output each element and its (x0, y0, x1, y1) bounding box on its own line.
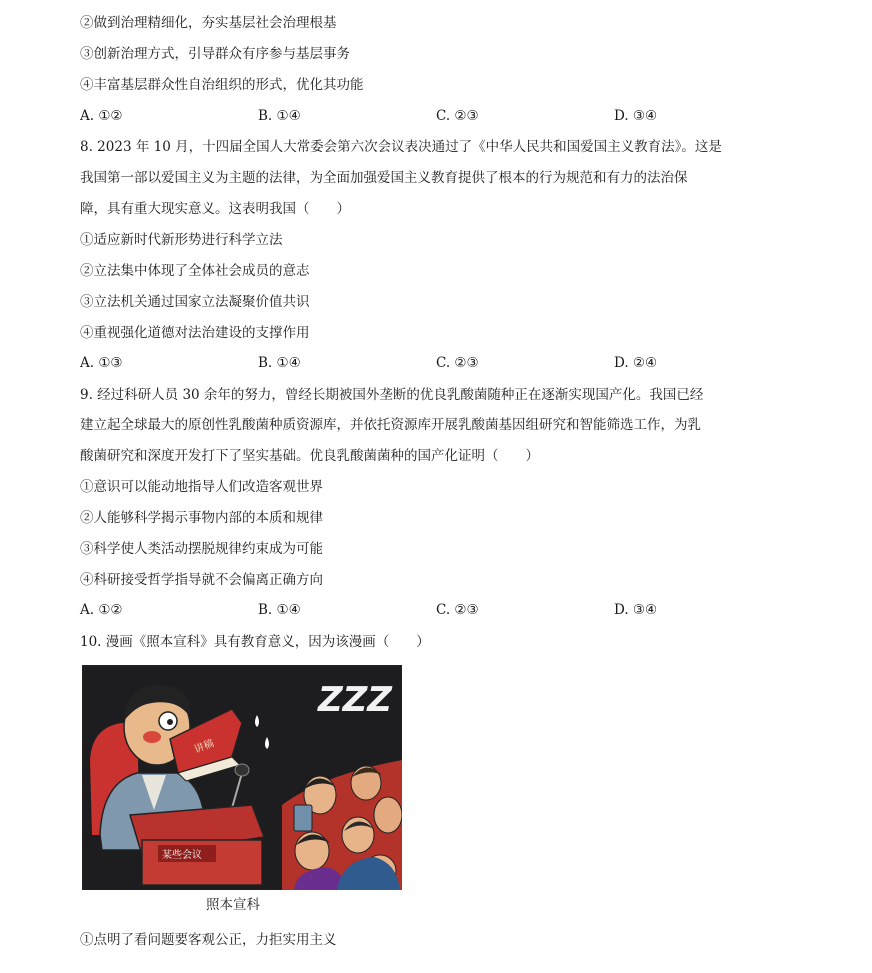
q7-option-b: B. ①④ (258, 108, 301, 124)
q8-option-b: B. ①④ (258, 355, 301, 371)
podium-sign-text: 某些会议 (162, 850, 202, 861)
q9-option-d: D. ③④ (614, 602, 658, 618)
q8-item-2: ②立法集中体现了全体社会成员的意志 (80, 263, 310, 279)
q8-options (80, 354, 720, 372)
q7-option-a: A. ①② (80, 108, 123, 124)
audience-head (374, 797, 402, 833)
q8-option-a: A. ①③ (80, 355, 123, 371)
q9-option-b: B. ①④ (258, 602, 301, 618)
q8-item-3: ③立法机关通过国家立法凝聚价值共识 (80, 294, 310, 310)
audience-phone (294, 805, 312, 831)
q8-item-4: ④重视强化道德对法治建设的支撑作用 (80, 325, 310, 341)
q9-item-3: ③科学使人类活动摆脱规律约束成为可能 (80, 541, 323, 557)
q9-stem-line-2: 建立起全球最大的原创性乳酸菌种质资源库，并依托资源库开展乳酸菌基因组研究和智能筛选工作，为乳 (80, 417, 701, 433)
q8-item-1: ①适应新时代新形势进行科学立法 (80, 232, 283, 248)
q8-option-c: C. ②③ (436, 355, 479, 371)
q7-option-d: D. ③④ (614, 108, 658, 124)
q9-option-c: C. ②③ (436, 602, 479, 618)
q9-stem-line-1: 9. 经过科研人员 30 余年的努力，曾经长期被国外垄断的优良乳酸菌随种正在逐渐实现国产化。我国已经 (80, 387, 704, 403)
cartoon-image (82, 665, 402, 890)
q10-item-1: ①点明了看问题要客观公正，力拒实用主义 (80, 932, 337, 948)
q7-item-3: ③创新治理方式，引导群众有序参与基层事务 (80, 46, 350, 62)
q9-options (80, 601, 720, 619)
q9-stem-line-3: 酸菌研究和深度开发打下了坚实基础。优良乳酸菌菌种的国产化证明（ ） (80, 448, 539, 464)
speaker-pupil (167, 719, 173, 725)
speaker-cheek (143, 731, 161, 743)
snore-letters: ZZZ (318, 680, 392, 720)
q9-item-2: ②人能够科学揭示事物内部的本质和规律 (80, 510, 323, 526)
q8-stem-line-1: 8. 2023 年 10 月，十四届全国人大常委会第六次会议表决通过了《中华人民共和国爱国主义教育法》。这是 (80, 139, 722, 155)
cartoon-caption: 照本宣科 (206, 897, 260, 913)
q8-stem-line-2: 我国第一部以爱国主义为主题的法律，为全面加强爱国主义教育提供了根本的行为规范和有力的法治保 (80, 170, 688, 186)
script-book-label: 讲稿 (192, 738, 216, 756)
q9-option-a: A. ①② (80, 602, 123, 618)
q9-item-1: ①意识可以能动地指导人们改造客观世界 (80, 479, 323, 495)
q7-options (80, 107, 720, 125)
q9-item-4: ④科研接受哲学指导就不会偏离正确方向 (80, 572, 323, 588)
q10-stem: 10. 漫画《照本宣科》具有教育意义，因为该漫画（ ） (80, 634, 430, 650)
q8-stem-line-3: 障，具有重大现实意义。这表明我国（ ） (80, 201, 350, 217)
q7-item-4: ④丰富基层群众性自治组织的形式，优化其功能 (80, 77, 364, 93)
q7-option-c: C. ②③ (436, 108, 479, 124)
q7-item-2: ②做到治理精细化，夯实基层社会治理根基 (80, 15, 337, 31)
microphone-icon (235, 764, 249, 776)
q8-option-d: D. ②④ (614, 355, 658, 371)
